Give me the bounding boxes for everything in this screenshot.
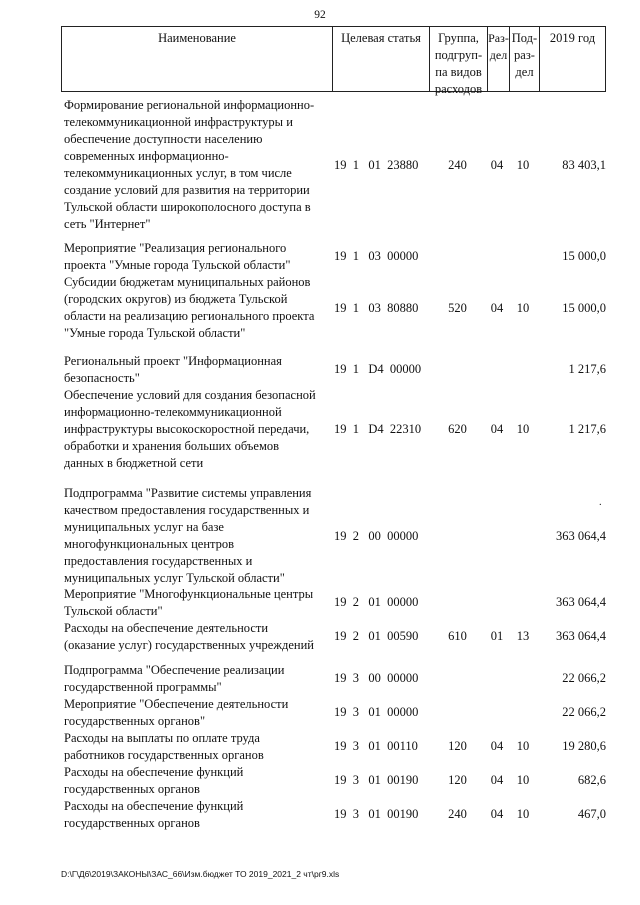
row-target-article: 19 1 01 23880 [334, 157, 419, 172]
row-expense-group: 120 [448, 739, 467, 753]
row-name: Мероприятие "Обеспечение деятельности государственных органов" [64, 697, 289, 728]
row-section: 04 [490, 773, 504, 787]
row-subsection: 13 [516, 629, 530, 643]
row-expense-group: 240 [448, 157, 467, 172]
row-section: 04 [490, 422, 504, 436]
row-section: 04 [490, 807, 504, 821]
row-expense-group: 520 [448, 300, 467, 315]
row-section: 04 [490, 739, 504, 753]
row-amount: 363 064,4 [556, 595, 606, 609]
row-name: Формирование региональной информационно- телекоммуникационной инфраструктуры и обеспечение доступности населению современных информационно- телекоммуникационных услуг, в том числе создание условий для развития на территории Тульской области широкополосного доступа в сеть "Интернет" [64, 98, 315, 231]
row-subsection: 10 [516, 773, 530, 787]
row-name: Расходы на обеспечение функций государственных органов [64, 765, 244, 796]
row-subsection: 10 [516, 807, 530, 821]
row-target-article: 19 2 01 00590 [334, 629, 419, 643]
row-section: 01 [490, 629, 504, 643]
row-amount: 1 217,6 [568, 422, 606, 436]
header-target-article: Целевая статья [332, 27, 429, 91]
row-target-article: 19 3 01 00190 [334, 807, 419, 821]
row-target-article: 19 2 00 00000 [334, 528, 419, 543]
row-name: Подпрограмма "Обеспечение реализации государственной программы" [64, 663, 285, 694]
row-section: 04 [490, 157, 504, 172]
page-number: 92 [314, 9, 326, 21]
row-amount: 19 280,6 [562, 739, 606, 753]
file-path-footer: D:\Г\Д6\2019\ЗАКОНЫ\ЗАС_66\Изм.бюджет ТО 2019_2021_2 чт\рг9.xls [61, 869, 340, 879]
row-amount: 363 064,4 [556, 528, 606, 543]
header-name: Наименование [158, 31, 236, 45]
header-subsection: Под- раз- дел [509, 27, 539, 91]
row-name: Мероприятие "Реализация регионального проекта "Умные города Тульской области" [64, 241, 291, 272]
row-subsection: 10 [516, 422, 530, 436]
row-amount: 1 217,6 [568, 362, 606, 376]
row-name: Субсидии бюджетам муниципальных районов (городских округов) из бюджета Тульской области на реализацию регионального проекта "Умные города Тульской области" [64, 275, 315, 340]
row-amount: 83 403,1 [562, 157, 606, 172]
row-target-article: 19 3 01 00000 [334, 705, 419, 719]
row-amount: 467,0 [577, 807, 606, 821]
row-target-article: 19 1 D4 00000 [334, 362, 422, 376]
row-name: Расходы на выплаты по оплате труда работников государственных органов [64, 731, 264, 762]
header-section: Раз- дел [487, 27, 509, 91]
row-name: Мероприятие "Многофункциональные центры Тульской области" [64, 587, 314, 618]
row-section: 04 [490, 300, 504, 315]
row-amount: 682,6 [577, 773, 606, 787]
row-expense-group: 240 [448, 807, 467, 821]
row-subsection: 10 [516, 157, 530, 172]
row-target-article: 19 1 03 80880 [334, 300, 419, 315]
header-expense-group: Группа, подгруп- па видов расходов [429, 27, 487, 91]
scan-dot: · [598, 500, 602, 511]
row-target-article: 19 2 01 00000 [334, 595, 419, 609]
row-target-article: 19 3 01 00190 [334, 773, 419, 787]
row-subsection: 10 [516, 739, 530, 753]
row-amount: 363 064,4 [556, 629, 606, 643]
row-target-article: 19 1 D4 22310 [334, 422, 422, 436]
table-header [61, 26, 606, 96]
row-expense-group: 120 [448, 773, 467, 787]
row-amount: 22 066,2 [562, 671, 606, 685]
row-name: Расходы на обеспечение деятельности (оказание услуг) государственных учреждений [64, 621, 314, 652]
row-name: Региональный проект "Информационная безопасность" [64, 354, 282, 385]
row-name: Подпрограмма "Развитие системы управления качеством предоставления государственных и муниципальных услуг на базе многофункциональных центров предоставления государственных и муниципальных услуг Тульской области" [64, 486, 312, 585]
row-name: Обеспечение условий для создания безопасной информационно-телекоммуникационной инфраструктуры высокоскоростной передачи, обработки и хранения больших объемов данных в бюджетной сети [64, 388, 316, 470]
row-expense-group: 620 [448, 422, 467, 436]
row-target-article: 19 3 00 00000 [334, 671, 419, 685]
row-subsection: 10 [516, 300, 530, 315]
row-amount: 22 066,2 [562, 705, 606, 719]
row-amount: 15 000,0 [562, 300, 606, 315]
row-target-article: 19 1 03 00000 [334, 249, 419, 263]
row-amount: 15 000,0 [562, 249, 606, 263]
row-expense-group: 610 [448, 629, 467, 643]
header-year: 2019 год [539, 27, 605, 91]
row-name: Расходы на обеспечение функций государственных органов [64, 799, 244, 830]
row-target-article: 19 3 01 00110 [334, 739, 418, 753]
